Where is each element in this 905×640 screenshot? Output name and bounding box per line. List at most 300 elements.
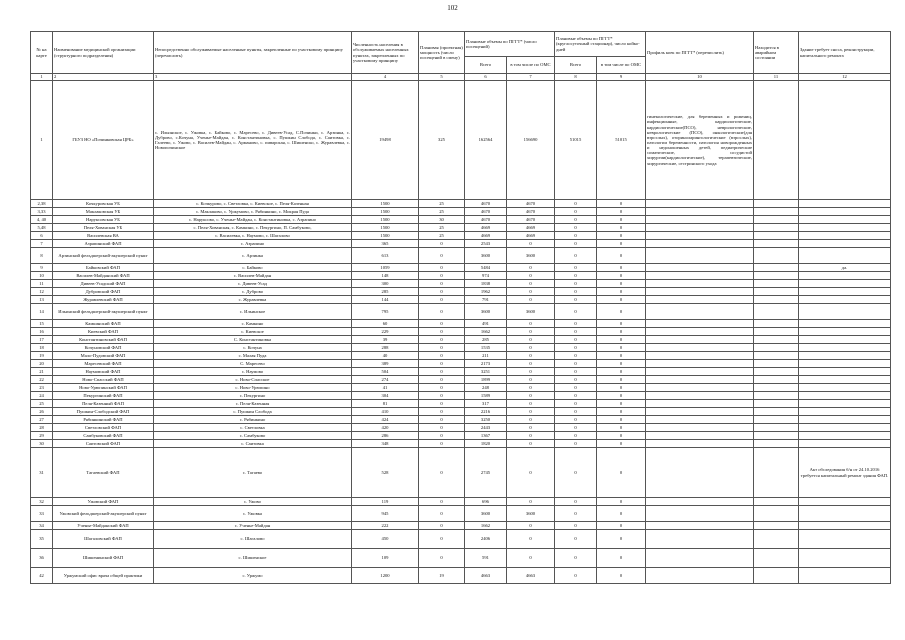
cell-beds-total: 0 bbox=[555, 288, 597, 296]
cell-capacity: 0 bbox=[419, 280, 465, 288]
table-row bbox=[31, 352, 891, 360]
cell-beds-total: 0 bbox=[555, 376, 597, 384]
cell-bed-profiles bbox=[646, 200, 754, 208]
cell-map-number: 36 bbox=[31, 549, 53, 568]
cell-settlements: с. Журавлевка bbox=[154, 296, 352, 304]
cell-repair bbox=[799, 352, 891, 360]
cell-capacity: 0 bbox=[419, 336, 465, 344]
cell-repair bbox=[799, 400, 891, 408]
cell-repair bbox=[799, 498, 891, 506]
cell-bed-profiles bbox=[646, 384, 754, 392]
cell-visits-oms: 0 bbox=[507, 424, 555, 432]
cell-visits-total: 1899 bbox=[465, 376, 507, 384]
cell-visits-oms: 0 bbox=[507, 549, 555, 568]
cell-beds-total: 0 bbox=[555, 530, 597, 549]
cell-map-number: 33 bbox=[31, 506, 53, 522]
cell-bed-profiles bbox=[646, 304, 754, 320]
cell-beds-total: 0 bbox=[555, 304, 597, 320]
cell-beds-total: 0 bbox=[555, 416, 597, 424]
cell-map-number: 23 bbox=[31, 384, 53, 392]
cell-bed-profiles bbox=[646, 549, 754, 568]
cell-visits-oms: 4663 bbox=[507, 568, 555, 584]
cell-org-name: Светловский ФАП bbox=[53, 424, 154, 432]
cell-settlements: с. Тагаево bbox=[154, 448, 352, 498]
cell-emergency bbox=[754, 304, 799, 320]
cell-bed-profiles bbox=[646, 216, 754, 224]
cell-map-number: 1 bbox=[31, 81, 53, 200]
cell-org-name: Ученье-Майданский ФАП bbox=[53, 522, 154, 530]
cell-capacity: 0 bbox=[419, 522, 465, 530]
header-bed-days: Плановые объемы по ПГГТ* (круглосуточный стационар), число койко-дней bbox=[555, 32, 646, 57]
cell-capacity: 325 bbox=[419, 81, 465, 200]
cell-beds-oms: 0 bbox=[597, 376, 646, 384]
header-organization: Наименование медицинской организации (структурного подразделения) bbox=[53, 32, 154, 74]
cell-emergency bbox=[754, 280, 799, 288]
cell-map-number: 31 bbox=[31, 448, 53, 498]
cell-capacity: 0 bbox=[419, 416, 465, 424]
cell-repair bbox=[799, 392, 891, 400]
cell-bed-profiles bbox=[646, 408, 754, 416]
table-row bbox=[31, 522, 891, 530]
cell-beds-oms: 0 bbox=[597, 320, 646, 328]
cell-beds-oms: 0 bbox=[597, 344, 646, 352]
cell-population: 450 bbox=[352, 530, 419, 549]
cell-emergency bbox=[754, 440, 799, 448]
cell-emergency bbox=[754, 320, 799, 328]
cell-emergency bbox=[754, 208, 799, 216]
table-row bbox=[31, 200, 891, 208]
cell-capacity: 0 bbox=[419, 320, 465, 328]
cell-org-name: Мало-Пудовский ФАП bbox=[53, 352, 154, 360]
cell-beds-oms: 0 bbox=[597, 352, 646, 360]
cell-visits-oms: 0 bbox=[507, 448, 555, 498]
column-number: 10 bbox=[646, 74, 754, 81]
cell-beds-total: 0 bbox=[555, 448, 597, 498]
cell-capacity: 25 bbox=[419, 200, 465, 208]
cell-settlements: с. Ужовка bbox=[154, 506, 352, 522]
cell-visits-oms: 4670 bbox=[507, 216, 555, 224]
cell-visits-oms: 0 bbox=[507, 336, 555, 344]
table-row bbox=[31, 320, 891, 328]
cell-population: 119 bbox=[352, 498, 419, 506]
page-number: 102 bbox=[447, 4, 458, 12]
cell-emergency bbox=[754, 336, 799, 344]
cell-bed-profiles bbox=[646, 530, 754, 549]
cell-capacity: 0 bbox=[419, 288, 465, 296]
cell-visits-total: 3600 bbox=[465, 506, 507, 522]
cell-visits-oms: 0 bbox=[507, 328, 555, 336]
cell-emergency bbox=[754, 288, 799, 296]
cell-beds-total: 0 bbox=[555, 352, 597, 360]
cell-beds-oms: 0 bbox=[597, 522, 646, 530]
table-row bbox=[31, 498, 891, 506]
cell-population: 41 bbox=[352, 384, 419, 392]
cell-beds-oms: 0 bbox=[597, 272, 646, 280]
cell-beds-total: 0 bbox=[555, 360, 597, 368]
cell-population: 300 bbox=[352, 280, 419, 288]
column-number: 6 bbox=[465, 74, 507, 81]
cell-capacity: 25 bbox=[419, 224, 465, 232]
table-row bbox=[31, 568, 891, 584]
cell-org-name: Пеля-Казенный ФАП bbox=[53, 400, 154, 408]
table-row bbox=[31, 216, 891, 224]
column-numbers-row bbox=[31, 74, 891, 81]
cell-beds-oms: 0 bbox=[597, 568, 646, 584]
cell-bed-profiles bbox=[646, 224, 754, 232]
cell-emergency bbox=[754, 568, 799, 584]
table-row bbox=[31, 328, 891, 336]
cell-settlements: с. Наумово bbox=[154, 368, 352, 376]
cell-emergency bbox=[754, 344, 799, 352]
cell-beds-oms: 0 bbox=[597, 384, 646, 392]
cell-visits-oms: 0 bbox=[507, 368, 555, 376]
cell-bed-profiles bbox=[646, 448, 754, 498]
cell-capacity: 0 bbox=[419, 400, 465, 408]
cell-emergency bbox=[754, 432, 799, 440]
cell-map-number: 19 bbox=[31, 352, 53, 360]
cell-population: 365 bbox=[352, 240, 419, 248]
cell-visits-oms: 0 bbox=[507, 320, 555, 328]
cell-repair bbox=[799, 216, 891, 224]
cell-repair bbox=[799, 272, 891, 280]
cell-visits-oms: 0 bbox=[507, 352, 555, 360]
cell-population: 304 bbox=[352, 392, 419, 400]
cell-beds-oms: 0 bbox=[597, 240, 646, 248]
cell-visits-total: 1367 bbox=[465, 432, 507, 440]
cell-org-name: Шагаловский ФАП bbox=[53, 530, 154, 549]
header-row bbox=[31, 32, 891, 57]
cell-visits-oms: 0 bbox=[507, 296, 555, 304]
cell-bed-profiles bbox=[646, 400, 754, 408]
cell-map-number: 14 bbox=[31, 304, 53, 320]
cell-capacity: 0 bbox=[419, 352, 465, 360]
cell-population: 148 bbox=[352, 272, 419, 280]
cell-emergency bbox=[754, 448, 799, 498]
cell-beds-oms: 0 bbox=[597, 216, 646, 224]
cell-bed-profiles bbox=[646, 376, 754, 384]
cell-population: 1500 bbox=[352, 208, 419, 216]
cell-visits-oms: 0 bbox=[507, 264, 555, 272]
cell-settlements: с. Малая Пуда bbox=[154, 352, 352, 360]
cell-emergency bbox=[754, 506, 799, 522]
cell-capacity: 0 bbox=[419, 264, 465, 272]
table-row bbox=[31, 272, 891, 280]
cell-visits-total: 5484 bbox=[465, 264, 507, 272]
cell-emergency bbox=[754, 328, 799, 336]
table-row bbox=[31, 549, 891, 568]
column-number: 2 bbox=[53, 74, 154, 81]
cell-population: 81 bbox=[352, 400, 419, 408]
cell-org-name: Уржумский офис врача общей практики bbox=[53, 568, 154, 584]
cell-repair bbox=[799, 506, 891, 522]
cell-bed-profiles bbox=[646, 288, 754, 296]
cell-population: 389 bbox=[352, 360, 419, 368]
cell-population: 1500 bbox=[352, 232, 419, 240]
cell-emergency bbox=[754, 368, 799, 376]
cell-bed-profiles bbox=[646, 522, 754, 530]
cell-visits-total: 285 bbox=[465, 336, 507, 344]
cell-map-number: 30 bbox=[31, 440, 53, 448]
cell-org-name: Дубровский ФАП bbox=[53, 288, 154, 296]
cell-settlements: с. Василевка, с. Наумово, с. Шагалово bbox=[154, 232, 352, 240]
cell-beds-total: 0 bbox=[555, 432, 597, 440]
cell-visits-total: 3250 bbox=[465, 416, 507, 424]
cell-capacity: 0 bbox=[419, 368, 465, 376]
cell-beds-total: 0 bbox=[555, 408, 597, 416]
cell-population: 288 bbox=[352, 344, 419, 352]
cell-settlements: с. Маклаково, с. Уржумово, с. Рябинкино, с. Мокрая Пуда bbox=[154, 208, 352, 216]
cell-visits-oms: 3600 bbox=[507, 304, 555, 320]
cell-visits-total: 4663 bbox=[465, 568, 507, 584]
header-visits-total: Всего bbox=[465, 57, 507, 74]
cell-settlements: с. Саитовка bbox=[154, 440, 352, 448]
cell-visits-oms: 0 bbox=[507, 392, 555, 400]
cell-beds-total: 0 bbox=[555, 392, 597, 400]
cell-population: 1500 bbox=[352, 224, 419, 232]
cell-repair bbox=[799, 336, 891, 344]
cell-repair bbox=[799, 408, 891, 416]
cell-population: 144 bbox=[352, 296, 419, 304]
cell-beds-total: 0 bbox=[555, 208, 597, 216]
cell-visits-total: 1662 bbox=[465, 522, 507, 530]
cell-repair bbox=[799, 296, 891, 304]
cell-repair bbox=[799, 288, 891, 296]
cell-bed-profiles bbox=[646, 360, 754, 368]
cell-emergency bbox=[754, 400, 799, 408]
cell-beds-total: 0 bbox=[555, 549, 597, 568]
cell-repair bbox=[799, 368, 891, 376]
table-row bbox=[31, 506, 891, 522]
cell-capacity: 25 bbox=[419, 208, 465, 216]
cell-bed-profiles bbox=[646, 280, 754, 288]
cell-beds-oms: 0 bbox=[597, 288, 646, 296]
cell-beds-oms: 0 bbox=[597, 304, 646, 320]
cell-org-name: Ужовский ФАП bbox=[53, 498, 154, 506]
cell-org-name: Маресевский ФАП bbox=[53, 360, 154, 368]
header-emergency: Находится в аварийном состоянии bbox=[754, 32, 799, 74]
cell-emergency bbox=[754, 232, 799, 240]
cell-repair bbox=[799, 432, 891, 440]
cell-map-number: 20 bbox=[31, 360, 53, 368]
cell-org-name: Кочкуровская УБ bbox=[53, 200, 154, 208]
cell-settlements: с. Светловка bbox=[154, 424, 352, 432]
cell-capacity: 0 bbox=[419, 432, 465, 440]
cell-repair bbox=[799, 248, 891, 264]
cell-emergency bbox=[754, 81, 799, 200]
cell-capacity: 0 bbox=[419, 344, 465, 352]
cell-org-name: Шишенинский ФАП bbox=[53, 549, 154, 568]
cell-map-number: 18 bbox=[31, 344, 53, 352]
cell-org-name: Тагаевский ФАП bbox=[53, 448, 154, 498]
table-row bbox=[31, 360, 891, 368]
cell-settlements: с. Уржумо bbox=[154, 568, 352, 584]
cell-beds-total: 0 bbox=[555, 522, 597, 530]
cell-settlements: с. Киевское bbox=[154, 328, 352, 336]
cell-bed-profiles bbox=[646, 368, 754, 376]
table-row bbox=[31, 440, 891, 448]
cell-org-name: Ужовский фельдшерский-акушерский пункт bbox=[53, 506, 154, 522]
cell-emergency bbox=[754, 296, 799, 304]
cell-population: 19498 bbox=[352, 81, 419, 200]
cell-org-name: Наумовский ФАП bbox=[53, 368, 154, 376]
cell-map-number: 15 bbox=[31, 320, 53, 328]
cell-org-name: Самбуковский ФАП bbox=[53, 432, 154, 440]
cell-bed-profiles: гинекологические, для беременных и рожениц, инфекционные, кардиологические, кардиологические(ПСО), неврологические, неврологические (ПСО), онкологические(для взрослых), оториноларингологические (взрослых), патологии беременности, патология новорожденных и недоношенных детей, педиатрические соматические, сосудистой хирургии(кардиологические), терапевтические, хирургические, сестринского ухода bbox=[646, 81, 754, 200]
cell-visits-total: 3251 bbox=[465, 368, 507, 376]
cell-settlements: с. Пеля-Хованская, с. Камкино, с. Пекургино, П. Самбуково, bbox=[154, 224, 352, 232]
cell-visits-total: 3600 bbox=[465, 304, 507, 320]
cell-capacity: 0 bbox=[419, 304, 465, 320]
cell-emergency bbox=[754, 376, 799, 384]
cell-capacity: 0 bbox=[419, 549, 465, 568]
cell-visits-total: 211 bbox=[465, 352, 507, 360]
cell-beds-oms: 0 bbox=[597, 416, 646, 424]
cell-org-name: Константиновский ФАП bbox=[53, 336, 154, 344]
table-row bbox=[31, 208, 891, 216]
cell-population: 285 bbox=[352, 288, 419, 296]
cell-map-number: 8 bbox=[31, 248, 53, 264]
cell-capacity: 0 bbox=[419, 328, 465, 336]
cell-beds-oms: 0 bbox=[597, 498, 646, 506]
table-body bbox=[31, 81, 891, 584]
header-repair: Здание требует сноса, реконструкции, капитального ремонта bbox=[799, 32, 891, 74]
cell-map-number: 25 bbox=[31, 400, 53, 408]
cell-bed-profiles bbox=[646, 440, 754, 448]
cell-capacity: 0 bbox=[419, 384, 465, 392]
cell-beds-oms: 0 bbox=[597, 506, 646, 522]
cell-visits-total: 791 bbox=[465, 296, 507, 304]
cell-visits-oms: 156690 bbox=[507, 81, 555, 200]
cell-repair bbox=[799, 81, 891, 200]
cell-population: 348 bbox=[352, 440, 419, 448]
cell-map-number: 13 bbox=[31, 296, 53, 304]
cell-repair bbox=[799, 200, 891, 208]
cell-beds-oms: 0 bbox=[597, 400, 646, 408]
cell-visits-oms: 3600 bbox=[507, 506, 555, 522]
cell-bed-profiles bbox=[646, 328, 754, 336]
cell-beds-oms: 0 bbox=[597, 448, 646, 498]
cell-visits-total: 1838 bbox=[465, 280, 507, 288]
cell-capacity: 0 bbox=[419, 248, 465, 264]
cell-beds-oms: 0 bbox=[597, 440, 646, 448]
cell-beds-total: 51015 bbox=[555, 81, 597, 200]
cell-bed-profiles bbox=[646, 296, 754, 304]
cell-visits-oms: 0 bbox=[507, 432, 555, 440]
cell-repair bbox=[799, 530, 891, 549]
cell-settlements: с. Ново-Спасское bbox=[154, 376, 352, 384]
cell-capacity: 0 bbox=[419, 424, 465, 432]
cell-capacity: 0 bbox=[419, 440, 465, 448]
cell-emergency bbox=[754, 224, 799, 232]
cell-beds-oms: 0 bbox=[597, 408, 646, 416]
cell-settlements: с. Ученье-Майдан bbox=[154, 522, 352, 530]
cell-beds-total: 0 bbox=[555, 248, 597, 264]
cell-settlements: с. Ильинское, с. Ужовка, с. Байково, с. Маресево, с. Дивеев-Усад, С.Починки, с. Арзинка, с. Дуброво, с.Кочуна, Ученье-Майдан, с. Константиновка, с. Пушкин Слобода, с. Саитовка, с. Галеево, с. Ужово, с. Василев-Майдан, с. Арманово, с. пиварская, с. Шишенско, с. Журавлевка, с. Новопочинское bbox=[154, 81, 352, 200]
cell-settlements: с. Рябинкино bbox=[154, 416, 352, 424]
column-number: 5 bbox=[419, 74, 465, 81]
cell-visits-oms: 0 bbox=[507, 272, 555, 280]
cell-map-number: 11 bbox=[31, 280, 53, 288]
cell-visits-oms: 0 bbox=[507, 530, 555, 549]
cell-beds-oms: 0 bbox=[597, 224, 646, 232]
cell-beds-oms: 0 bbox=[597, 232, 646, 240]
cell-repair bbox=[799, 440, 891, 448]
cell-beds-total: 0 bbox=[555, 240, 597, 248]
cell-visits-total: 974 bbox=[465, 272, 507, 280]
cell-map-number: 3,33 bbox=[31, 208, 53, 216]
cell-visits-total: 4669 bbox=[465, 232, 507, 240]
cell-settlements: с. Ново-Урюпино bbox=[154, 384, 352, 392]
cell-visits-total: 1535 bbox=[465, 344, 507, 352]
cell-bed-profiles bbox=[646, 336, 754, 344]
cell-visits-oms: 4669 bbox=[507, 232, 555, 240]
cell-capacity: 0 bbox=[419, 376, 465, 384]
cell-beds-total: 0 bbox=[555, 328, 597, 336]
cell-settlements: с. Наруксово, с. Ученье-Майдан, с. Константиновка, с. Азрапино bbox=[154, 216, 352, 224]
cell-visits-total: 2443 bbox=[465, 424, 507, 432]
cell-emergency bbox=[754, 200, 799, 208]
cell-beds-total: 0 bbox=[555, 200, 597, 208]
table-row bbox=[31, 408, 891, 416]
cell-org-name: Арзинский фельдшерский-акушерский пункт bbox=[53, 248, 154, 264]
cell-emergency bbox=[754, 360, 799, 368]
cell-emergency bbox=[754, 352, 799, 360]
cell-capacity: 0 bbox=[419, 240, 465, 248]
column-number: 9 bbox=[597, 74, 646, 81]
header-population: Численность населения в обслуживаемых населенных пунктах, закрепленных по участковому принципу bbox=[352, 32, 419, 74]
cell-bed-profiles bbox=[646, 232, 754, 240]
cell-emergency bbox=[754, 522, 799, 530]
cell-visits-total: 2406 bbox=[465, 530, 507, 549]
cell-beds-oms: 0 bbox=[597, 336, 646, 344]
cell-map-number: 34 bbox=[31, 522, 53, 530]
cell-beds-oms: 0 bbox=[597, 360, 646, 368]
cell-beds-oms: 0 bbox=[597, 208, 646, 216]
header-beds-total: Всего bbox=[555, 57, 597, 74]
cell-emergency bbox=[754, 264, 799, 272]
cell-beds-total: 0 bbox=[555, 440, 597, 448]
cell-emergency bbox=[754, 408, 799, 416]
cell-bed-profiles bbox=[646, 568, 754, 584]
cell-repair bbox=[799, 280, 891, 288]
cell-map-number: 12 bbox=[31, 288, 53, 296]
cell-visits-total: 2216 bbox=[465, 408, 507, 416]
cell-repair bbox=[799, 360, 891, 368]
cell-population: 39 bbox=[352, 336, 419, 344]
cell-beds-oms: 0 bbox=[597, 424, 646, 432]
cell-population: 1200 bbox=[352, 568, 419, 584]
cell-repair bbox=[799, 240, 891, 248]
cell-beds-total: 0 bbox=[555, 336, 597, 344]
cell-settlements: с. Самбуково bbox=[154, 432, 352, 440]
cell-org-name: Наруксовская УБ bbox=[53, 216, 154, 224]
header-bed-profiles: Профиль коек по ПГГТ* (перечислить) bbox=[646, 32, 754, 74]
cell-org-name: Дивеев-Усадский ФАП bbox=[53, 280, 154, 288]
table-row bbox=[31, 288, 891, 296]
cell-settlements: с. Ужово bbox=[154, 498, 352, 506]
cell-bed-profiles bbox=[646, 248, 754, 264]
cell-bed-profiles bbox=[646, 416, 754, 424]
cell-beds-oms: 0 bbox=[597, 549, 646, 568]
cell-visits-total: 4669 bbox=[465, 224, 507, 232]
cell-settlements: с. Кочкурово, с. Светловка, с. Киевское, с. Пеля-Казенная bbox=[154, 200, 352, 208]
cell-settlements: С. Маресево bbox=[154, 360, 352, 368]
table-row bbox=[31, 232, 891, 240]
cell-beds-total: 0 bbox=[555, 280, 597, 288]
cell-beds-total: 0 bbox=[555, 296, 597, 304]
cell-beds-total: 0 bbox=[555, 264, 597, 272]
cell-settlements: с. Пеля-Казенная bbox=[154, 400, 352, 408]
